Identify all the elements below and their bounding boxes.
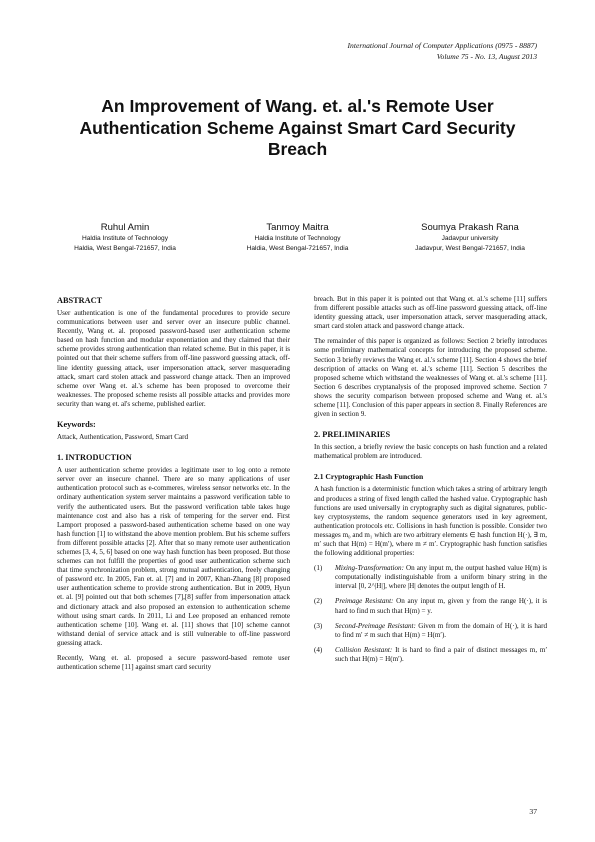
property-text: Given m from the domain of H(·), it is hard to find m′ ≠ m such that H(m) = H(m′). (335, 621, 547, 639)
property-text: On any input m, the output hashed value H(m) is computationally indistinguishable from a uniform binary string in the interval [0, 2^|H|], where |H| denotes the output length of H. (335, 564, 547, 591)
property-text: On any input m, given y from the range H(·), it is hard to find m such that H(m) = y. (335, 597, 547, 615)
property-label: Preimage Resistant: (335, 597, 394, 606)
author-name: Soumya Prakash Rana (421, 222, 519, 233)
author-address: Haldia, West Bengal-721657, India (74, 245, 176, 252)
list-item (314, 597, 547, 615)
list-number: (4) (314, 645, 323, 654)
journal-name: International Journal of Computer Applications (0975 - 8887) (347, 41, 537, 50)
author-name: Ruhul Amin (100, 222, 150, 233)
author-affiliation: Haldia Institute of Technology (81, 235, 169, 242)
journal-volume: Volume 75 - No. 13, August 2013 (436, 51, 537, 61)
hash-properties-list (314, 564, 547, 664)
author-block (40, 221, 555, 261)
property-label: Collision Resistant: (335, 645, 393, 654)
introduction-paragraph-2: Recently, Wang et. al. proposed a secure password-based remote user authentication scheme [11] against smart card security (57, 654, 290, 672)
list-item (314, 622, 547, 640)
keywords-heading: Keywords: (57, 420, 96, 430)
property-text: It is hard to find a pair of distinct messages m, m′ such that H(m) = H(m′). (335, 645, 547, 663)
author-address: Haldia, West Bengal-721657, India (246, 245, 349, 252)
introduction-paragraph-1: A user authentication scheme provides a legitimate user to log onto a remote server over an insecure channel. There are so many applications of user authentication protocol such as e-commeres, wireless sensor networks etc. In the ordinary authentication system server maintains a password verification table to verify the authenticated users. But the password verification table takes huge maintenance cost and also has a risk of tempering for the server end. First Lamport proposed a password-based authentication scheme based on one way hash function [1] to withstand the above mention problem. But his scheme suffers from different possible attacks [2]. After that so many remote user authentication schemes [3, 4, 5, 6] based on one way hash function has been proposed. But those schemes can not fulfill the properties of good user authentication scheme such that time synchronization problem, strong mutual authentication, freely changing of password etc. In 2005, Fan et. al. [7] and in 2007, Khan-Zhang [8] proposed user authentication scheme to provide strong authentication. But in 2009, Hyun et. al. [9] pointed out that both schemes [7],[8] suffer from impersonation attack and dictionary attack and also proposed an extension to authentication scheme without using smart cards. In 2011, Li and Lee proposed an enhanced remote authentication scheme [10]. Wang et. al. [11] shows that [10] scheme cannot withstand denial of service attack and is still vulnerable to off-line password guessing attack. (57, 466, 290, 647)
list-item (314, 564, 547, 591)
list-number: (2) (314, 597, 323, 606)
hash-function-heading: 2.1 Cryptographic Hash Function (314, 472, 424, 482)
author-affiliation: Jadavpur university (441, 235, 499, 242)
left-column (57, 296, 290, 678)
property-label: Mixing-Transformation: (335, 564, 404, 573)
preliminaries-heading: 2. PRELIMINARIES (314, 430, 391, 440)
author-2 (213, 221, 383, 261)
author-name: Tanmoy Maitra (266, 222, 329, 233)
introduction-paragraph-3: breach. But in this paper it is pointed out that Wang et. al.'s scheme [11] suffers from different possible attacks such as off-line password guessing attack, off-line identity guessing attack, user impersonation attack, server masquerading attack, smart card stolen attack and password change attack. (314, 295, 547, 331)
author-1 (40, 221, 210, 261)
hash-function-text: A hash function is a deterministic function which takes a string of arbitrary length and produces a string of fixed length called the hashed value. Cryptographic hash functions are used universally in cryptography such as digital signatures, public-key cryptosystems, the random sequence generators used in key agreement, authentication protocols etc. Collisions in hash function is possible. Consider two messages m₀ and m₁ which are two arbitrary elements ∈ hash function H(·), ∃ m, m′ such that H(m) = H(m′), where m ≠ m′. Cryptographic hash function satisfies the following additional properties: (314, 485, 547, 558)
property-label: Second-Preimage Resistant: (335, 621, 416, 630)
abstract-heading: ABSTRACT (57, 296, 103, 305)
author-3 (385, 221, 555, 261)
author-address: Jadavpur, West Bengal-721657, India (415, 245, 525, 252)
page-number: 37 (529, 807, 537, 816)
preliminaries-text: In this section, a briefly review the basic concepts on hash function and a related mathematical problem are introduced. (314, 443, 547, 461)
right-column (314, 295, 547, 670)
keywords-text: Attack, Authentication, Password, Smart Card (57, 433, 189, 442)
list-number: (1) (314, 564, 323, 573)
abstract-text: User authentication is one of the fundamental procedures to provide secure communications between user and server over an insecure public channel. Recently, Wang et. al. proposed password-based user authentication scheme based on hash function and modular exponentiation and they claimed that their scheme provides strong authentication than related scheme. But in this paper, it is pointed out that their scheme suffers from off-line password guessing attack, off-line identity guessing attack, user impersonation attack, server masquerading attack, smart card stolen attack and password change attack. Then an improved scheme over Wang et. al.'s scheme has been proposed to overcome their weaknesses. The proposed scheme resists all possible attacks and provides more security than wang et. al's scheme, published earlier. (57, 309, 290, 408)
journal-header (348, 41, 537, 62)
list-number: (3) (314, 621, 323, 630)
list-item (314, 646, 547, 664)
introduction-paragraph-4: The remainder of this paper is organized as follows: Section 2 briefly introduces some preliminary mathematical concepts for introducing the proposed scheme. Section 3 briefly reviews the Wang et. al.'s scheme [11]. Section 4 shows the brief description of attacks on Wang et. al.'s scheme [11]. Section 5 describes the proposed scheme which withstand the weaknesses of Wang et. al.'s scheme [11]. Section 6 describes cryptanalysis of the proposed improved scheme. Section 7 shows the security comparison between proposed scheme and Wang et. al.'s scheme [11]. Conclusion of this paper appears in section 8. Finally References are given in section 9. (314, 337, 547, 419)
paper-title: An Improvement of Wang. et. al.'s Remote User Authentication Scheme Against Smart Card Security Breach (79, 96, 516, 159)
introduction-heading: 1. INTRODUCTION (57, 453, 132, 463)
author-affiliation: Haldia Institute of Technology (254, 235, 341, 242)
